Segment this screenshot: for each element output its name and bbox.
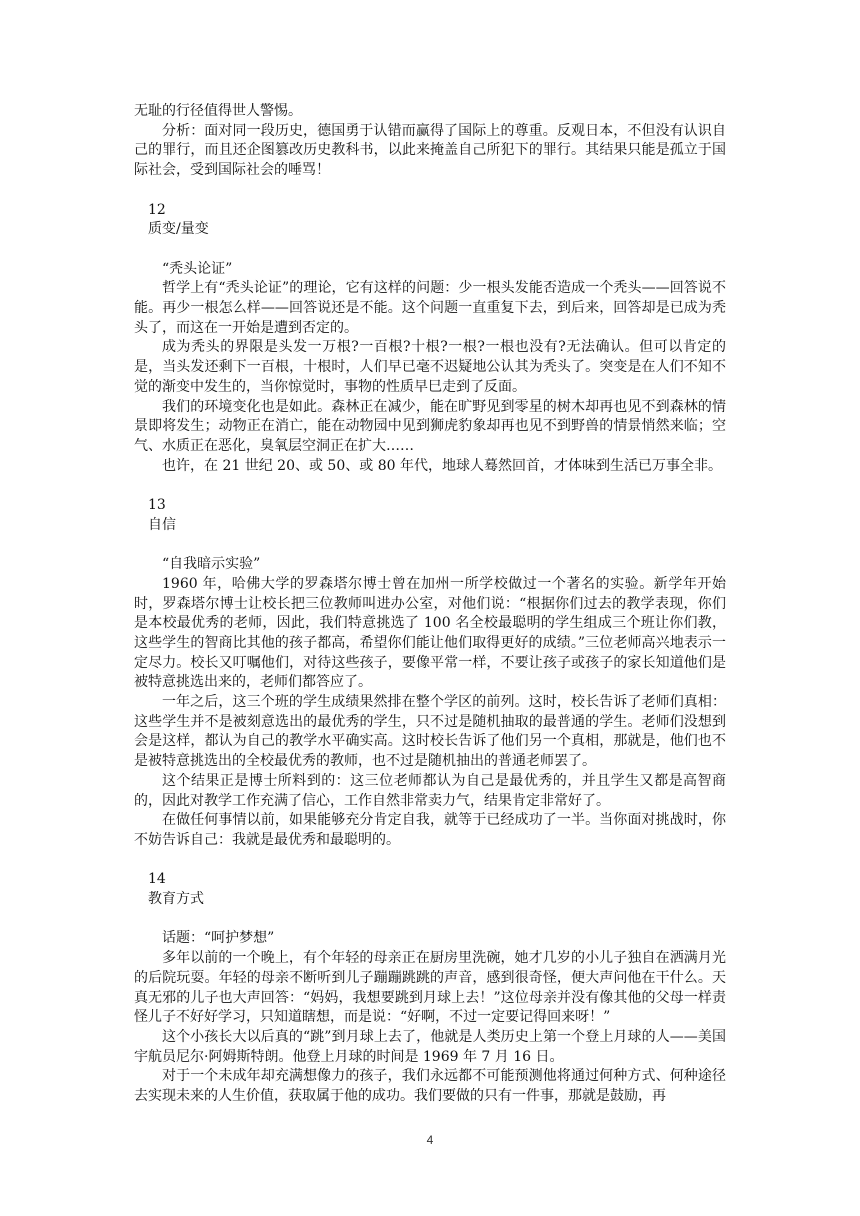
body-paragraph: 话题：“呵护梦想”	[162, 930, 275, 947]
section-topic: 质变/量变	[148, 221, 209, 238]
body-paragraph: 对于一个未成年却充满想像力的孩子，我们永远都不可能预测他将通过何种方式、何种途径去实现未来的人生价值，获取属于他的成功。我们要做的只有一件事，那就是鼓励，再	[134, 1068, 726, 1105]
body-paragraph: 我们的环境变化也是如此。森林正在减少，能在旷野见到零星的树木却再也见不到森林的情景即将发生；动物正在消亡，能在动物园中见到狮虎豹象却再也见不到野兽的情景悄然来临；空气、水质正在恶化，臭氧层空洞正在扩大……	[134, 398, 726, 454]
section-number: 12	[148, 201, 166, 218]
section-topic: 教育方式	[148, 891, 204, 908]
paragraph-spacer	[134, 181, 726, 201]
page-body	[134, 102, 726, 1107]
body-paragraph: 这个结果正是博士所料到的：这三位老师都认为自己是最优秀的，并且学生又都是高智商的，因此对教学工作充满了信心，工作自然非常卖力气，结果肯定非常好了。	[134, 772, 726, 809]
body-paragraph: 在做任何事情以前，如果能够充分肯定自我，就等于已经成功了一半。当你面对挑战时，你不妨告诉自己：我就是最优秀和最聪明的。	[134, 812, 726, 848]
paragraph-spacer	[134, 240, 726, 260]
paragraph-spacer	[134, 851, 726, 871]
paragraph-spacer	[134, 910, 726, 930]
continued-paragraph: 无耻的行径值得世人警惕。	[134, 103, 302, 119]
section-number: 13	[148, 497, 166, 514]
body-paragraph: 哲学上有“秃头论证”的理论，它有这样的问题：少一根头发能否造成一个秃头——回答说不能。再少一根怎么样——回答说还是不能。这个问题一直重复下去，到后来，回答却是已成为秃头了，而这在一开始是遭到否定的。	[134, 280, 726, 336]
section-topic: 自信	[148, 516, 176, 533]
body-paragraph: 这个小孩长大以后真的“跳”到月球上去了，他就是人类历史上第一个登上月球的人——美国宇航员尼尔·阿姆斯特朗。他登上月球的时间是 1969 年 7 月 16 日。	[134, 1028, 726, 1065]
paragraph-spacer	[134, 476, 726, 496]
body-paragraph: 1960 年，哈佛大学的罗森塔尔博士曾在加州一所学校做过一个著名的实验。新学年开始时，罗森塔尔博士让校长把三位教师叫进办公室，对他们说：“根据你们过去的教学表现，你们是本校最优秀的老师，因此，我们特意挑选了 100 名全校最聪明的学生组成三个班让你们教，这些学生的智商比其他的孩子都高，希望你们能让他们取得更好的成绩。”三位老师高兴地表示一定尽力。校长又叮嘱他们，对待这些孩子，要像平常一样，不要让孩子或孩子的家长知道他们是被特意挑选出来的，老师们都答应了。	[134, 575, 726, 691]
body-paragraph: “自我暗示实验”	[162, 556, 261, 573]
body-paragraph: 也许，在 21 世纪 20、或 50、或 80 年代，地球人蓦然回首，才体味到生活已万事全非。	[162, 457, 722, 474]
body-paragraph: 分析：面对同一段历史，德国勇于认错而赢得了国际上的尊重。反观日本，不但没有认识自己的罪行，而且还企图篡改历史教科书，以此来掩盖自己所犯下的罪行。其结果只能是孤立于国际社会，受到国际社会的唾骂！	[134, 122, 726, 179]
body-paragraph: “秃头论证”	[162, 260, 233, 277]
body-paragraph: 多年以前的一个晚上，有个年轻的母亲正在厨房里洗碗，她才几岁的小儿子独自在洒满月光的后院玩耍。年轻的母亲不断听到儿子蹦蹦跳跳的声音，感到很奇怪，便大声问他在干什么。天真无邪的儿子也大声回答：“妈妈，我想要跳到月球上去！”这位母亲并没有像其他的父母一样责怪儿子不好好学习，只知道瞎想，而是说：“好啊，不过一定要记得回来呀！”	[134, 950, 726, 1026]
paragraph-spacer	[134, 535, 726, 555]
section-number: 14	[148, 871, 166, 888]
page-number: 4	[426, 1133, 434, 1147]
body-paragraph: 一年之后，这三个班的学生成绩果然排在整个学区的前列。这时，校长告诉了老师们真相：这些学生并不是被刻意选出的最优秀的学生，只不过是随机抽取的最普通的学生。老师们没想到会是这样，都认为自己的教学水平确实高。这时校长告诉了他们另一个真相，那就是，他们也不是被特意挑选出的全校最优秀的教师，也不过是随机抽出的普通老师罢了。	[134, 694, 726, 770]
body-paragraph: 成为秃头的界限是头发一万根?一百根?十根?一根?一根也没有?无法确认。但可以肯定的是，当头发还剩下一百根，十根时，人们早已毫不迟疑地公认其为秃头了。突变是在人们不知不觉的渐变中发生的，当你惊觉时，事物的性质早巳走到了反面。	[134, 339, 726, 395]
